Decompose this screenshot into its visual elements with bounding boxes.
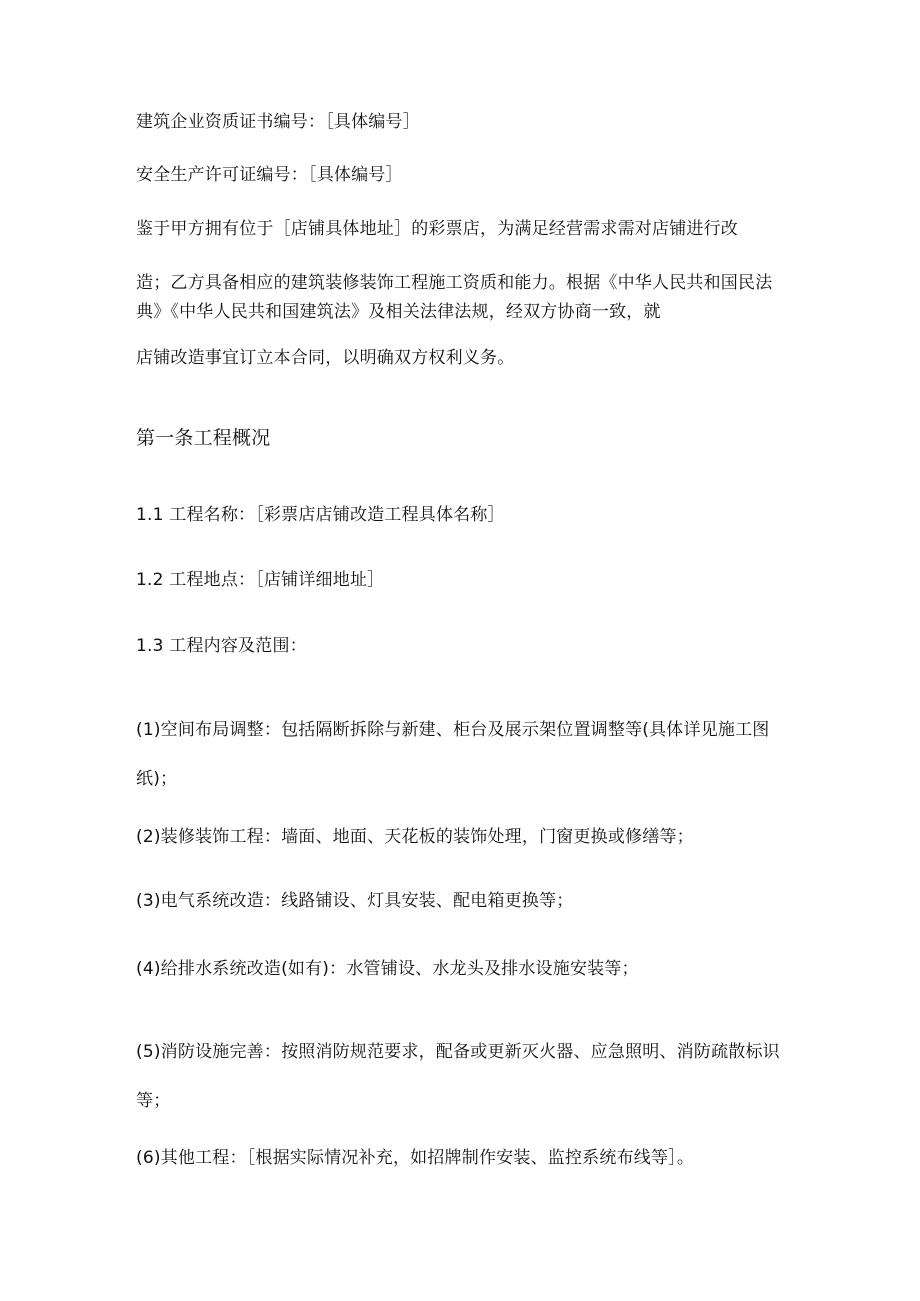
- scope-item-2: (2)装修装饰工程：墙面、地面、天花板的装饰处理，门窗更换或修缮等；: [136, 827, 694, 847]
- project-scope-line: 1.3 工程内容及范围：: [136, 636, 307, 656]
- scope-item-5-continued: 等；: [136, 1091, 171, 1111]
- preamble-line-4: 店铺改造事宜订立本合同，以明确双方权利义务。: [136, 348, 515, 368]
- preamble-line-3: 典》《中华人民共和国建筑法》及相关法律法规，经双方协商一致，就: [136, 302, 661, 322]
- project-name-line: 1.1 工程名称：［彩票店店铺改造工程具体名称］: [136, 505, 505, 525]
- scope-item-5: (5)消防设施完善：按照消防规范要求，配备或更新灭火器、应急照明、消防疏散标识: [136, 1042, 780, 1062]
- preamble-line-2: 造；乙方具备相应的建筑装修装饰工程施工资质和能力。根据《中华人民共和国民法: [136, 273, 773, 293]
- scope-item-4: (4)给排水系统改造(如有)：水管铺设、水龙头及排水设施安装等；: [136, 959, 639, 979]
- section-title: 第一条工程概况: [136, 427, 271, 449]
- safety-license-line: 安全生产许可证编号：［具体编号］: [136, 165, 403, 185]
- preamble-line-1: 鉴于甲方拥有位于［店铺具体地址］的彩票店，为满足经营需求需对店铺进行改: [136, 219, 738, 239]
- scope-item-6: (6)其他工程：［根据实际情况补充，如招牌制作安装、监控系统布线等］。: [136, 1148, 695, 1168]
- project-location-line: 1.2 工程地点：［店铺详细地址］: [136, 570, 385, 590]
- scope-item-3: (3)电气系统改造：线路铺设、灯具安装、配电箱更换等；: [136, 891, 574, 911]
- qualification-certificate-line: 建筑企业资质证书编号：［具体编号］: [136, 112, 420, 132]
- scope-item-1-continued: 纸)；: [136, 769, 178, 789]
- scope-item-1: (1)空间布局调整：包括隔断拆除与新建、柜台及展示架位置调整等(具体详见施工图: [136, 720, 770, 740]
